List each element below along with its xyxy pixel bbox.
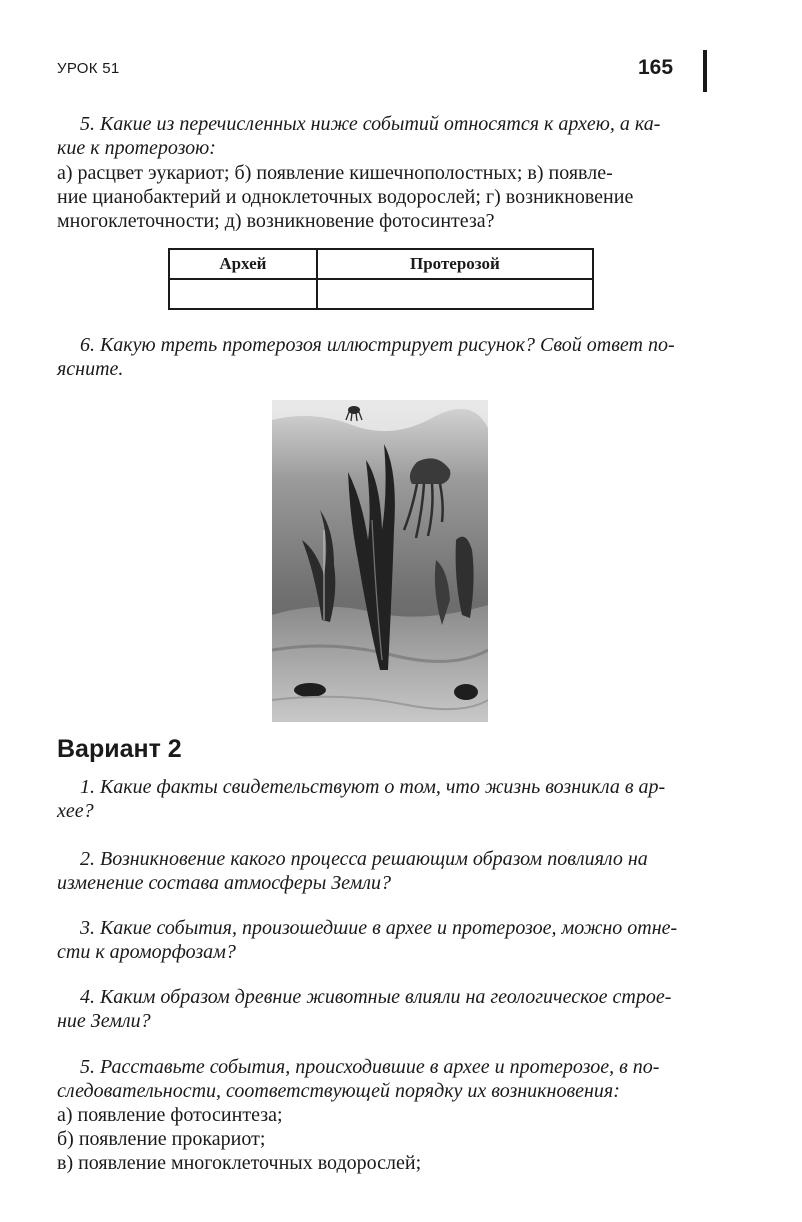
- v2-q5-line-2: следовательности, соответствующей порядку их возникновения:: [57, 1080, 620, 1102]
- answer-table: [168, 248, 594, 310]
- v2-q4-line-1: 4. Каким образом древние животные влияли на геологическое строе-: [80, 986, 672, 1008]
- v2-q5-option-c: в) появление многоклеточных водорослей;: [57, 1152, 422, 1174]
- question-5: [57, 112, 709, 160]
- answer-table-cell-archaea[interactable]: [169, 279, 317, 309]
- question-6-line-2: ясните.: [57, 358, 124, 380]
- variant-2-question-5-options: [57, 1103, 709, 1175]
- answer-table-header-proterozoic: Протерозой: [317, 249, 593, 279]
- v2-q2-line-2: изменение состава атмосферы Земли?: [57, 872, 392, 894]
- question-5-line-1: 5. Какие из перечисленных ниже событий относятся к архею, а ка-: [80, 113, 661, 135]
- header-divider: [703, 50, 707, 92]
- v2-q4-line-2: ние Земли?: [57, 1010, 151, 1032]
- question-5-line-2: кие к протерозою:: [57, 137, 216, 159]
- variant-2-title: Вариант 2: [57, 735, 182, 763]
- question-5-option-line-2: ние цианобактерий и одноклеточных водорослей; г) возникновение: [57, 186, 634, 208]
- answer-table-header-row: [169, 249, 593, 279]
- question-5-options: [57, 161, 709, 233]
- question-6: [57, 333, 709, 381]
- variant-2-question-3: [57, 916, 709, 964]
- shell-left-icon: [294, 683, 326, 697]
- answer-table-row: [169, 279, 593, 309]
- lesson-header: УРОК 51: [57, 60, 120, 77]
- variant-2-question-5: [57, 1055, 709, 1103]
- variant-2-question-1: [57, 775, 709, 823]
- v2-q2-line-1: 2. Возникновение какого процесса решающим образом повлияло на: [80, 848, 648, 870]
- question-5-option-line-1: а) расцвет эукариот; б) появление кишечнополостных; в) появле-: [57, 162, 613, 184]
- proterozoic-seabed-illustration: [272, 400, 488, 722]
- shell-right-icon: [454, 684, 478, 700]
- answer-table-header-archaea: Архей: [169, 249, 317, 279]
- v2-q5-line-1: 5. Расставьте события, происходившие в архее и протерозое, в по-: [80, 1056, 660, 1078]
- v2-q5-option-b: б) появление прокариот;: [57, 1128, 266, 1150]
- v2-q5-option-a: а) появление фотосинтеза;: [57, 1104, 283, 1126]
- v2-q3-line-1: 3. Какие события, произошедшие в архее и протерозое, можно отне-: [80, 917, 678, 939]
- question-5-option-line-3: многоклеточности; д) возникновение фотосинтеза?: [57, 210, 495, 232]
- v2-q1-line-2: хее?: [57, 800, 94, 822]
- answer-table-cell-proterozoic[interactable]: [317, 279, 593, 309]
- page-number: 165: [638, 56, 674, 79]
- variant-2-question-4: [57, 985, 709, 1033]
- v2-q1-line-1: 1. Какие факты свидетельствуют о том, что жизнь возникла в ар-: [80, 776, 666, 798]
- v2-q3-line-2: сти к ароморфозам?: [57, 941, 236, 963]
- variant-2-question-2: [57, 847, 709, 895]
- question-6-line-1: 6. Какую треть протерозоя иллюстрирует рисунок? Свой ответ по-: [80, 334, 675, 356]
